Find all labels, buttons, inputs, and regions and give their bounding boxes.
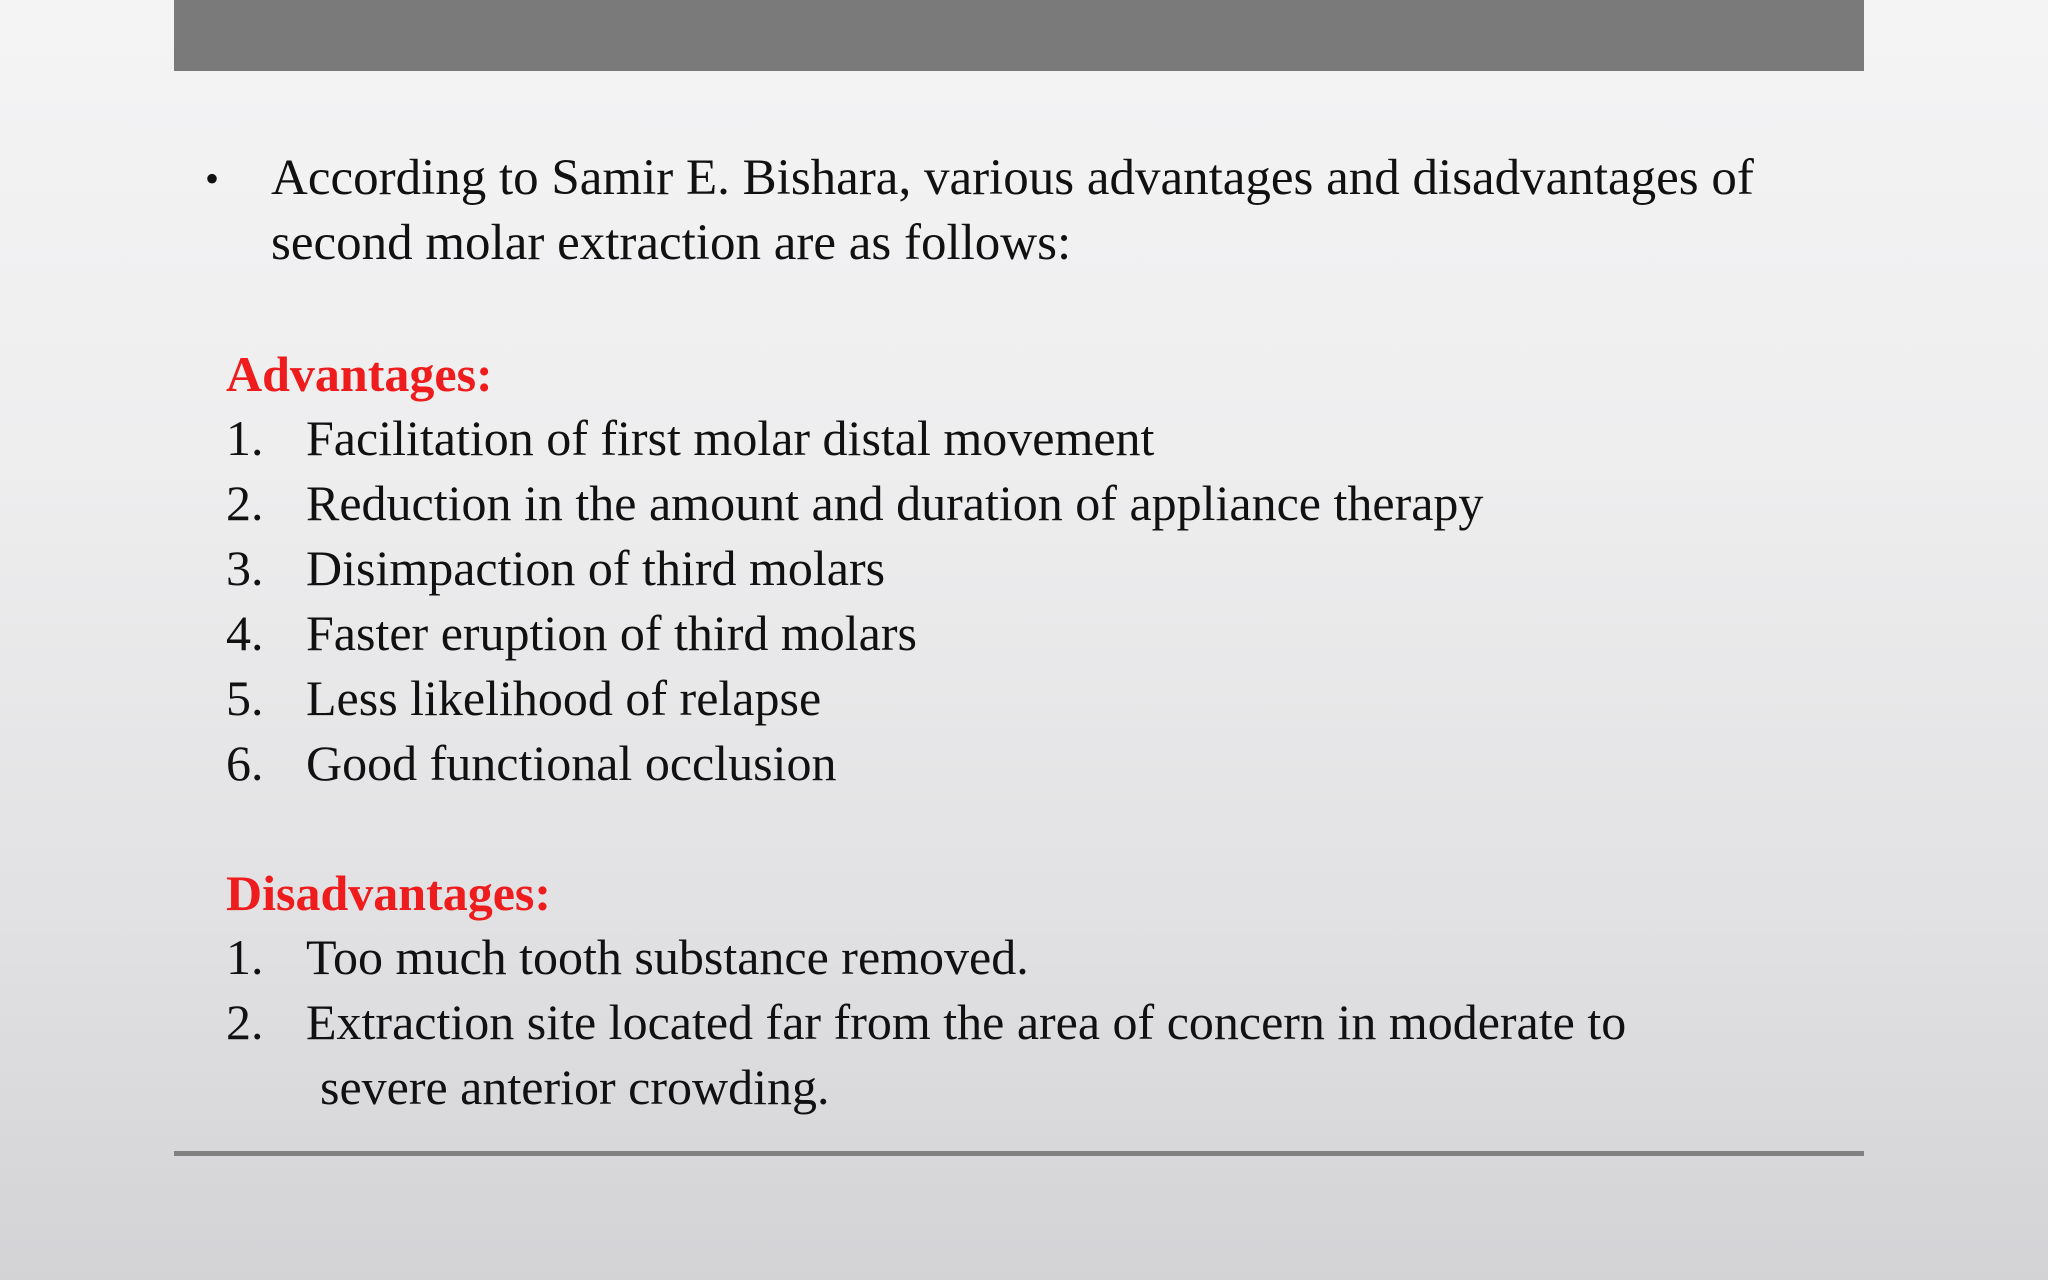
footer-rule bbox=[174, 1151, 1864, 1156]
list-item bbox=[226, 990, 1846, 1120]
intro-text bbox=[271, 146, 1871, 276]
item-number: 3. bbox=[226, 540, 264, 596]
advantages-heading: Advantages: bbox=[226, 346, 493, 402]
list-item bbox=[226, 601, 1846, 666]
item-number: 1. bbox=[226, 410, 264, 466]
list-item bbox=[226, 406, 1846, 471]
item-text: Extraction site located far from the area of concern in moderate to bbox=[306, 994, 1627, 1050]
item-number: 2. bbox=[226, 994, 264, 1050]
item-text: Reduction in the amount and duration of appliance therapy bbox=[306, 475, 1484, 531]
list-item bbox=[226, 666, 1846, 731]
disadvantages-heading: Disadvantages: bbox=[226, 865, 552, 921]
list-item bbox=[226, 925, 1846, 990]
item-number: 6. bbox=[226, 735, 264, 791]
item-text: Less likelihood of relapse bbox=[306, 670, 822, 726]
intro-line-2: second molar extraction are as follows: bbox=[271, 215, 1072, 271]
item-number: 4. bbox=[226, 605, 264, 661]
item-text: Too much tooth substance removed. bbox=[306, 929, 1029, 985]
item-number: 2. bbox=[226, 475, 264, 531]
item-text: Good functional occlusion bbox=[306, 735, 837, 791]
list-item bbox=[226, 536, 1846, 601]
bullet-icon: • bbox=[205, 156, 220, 201]
item-number: 1. bbox=[226, 929, 264, 985]
item-text: Disimpaction of third molars bbox=[306, 540, 886, 596]
item-number: 5. bbox=[226, 670, 264, 726]
header-bar bbox=[174, 0, 1864, 71]
item-text: Facilitation of first molar distal movement bbox=[306, 410, 1155, 466]
advantages-list bbox=[226, 406, 1846, 796]
list-item bbox=[226, 471, 1846, 536]
item-text: Faster eruption of third molars bbox=[306, 605, 917, 661]
list-item bbox=[226, 731, 1846, 796]
disadvantages-list bbox=[226, 925, 1846, 1120]
item-text-continued: severe anterior crowding. bbox=[320, 1059, 830, 1115]
intro-line-1: According to Samir E. Bishara, various advantages and disadvantages of bbox=[271, 150, 1754, 206]
